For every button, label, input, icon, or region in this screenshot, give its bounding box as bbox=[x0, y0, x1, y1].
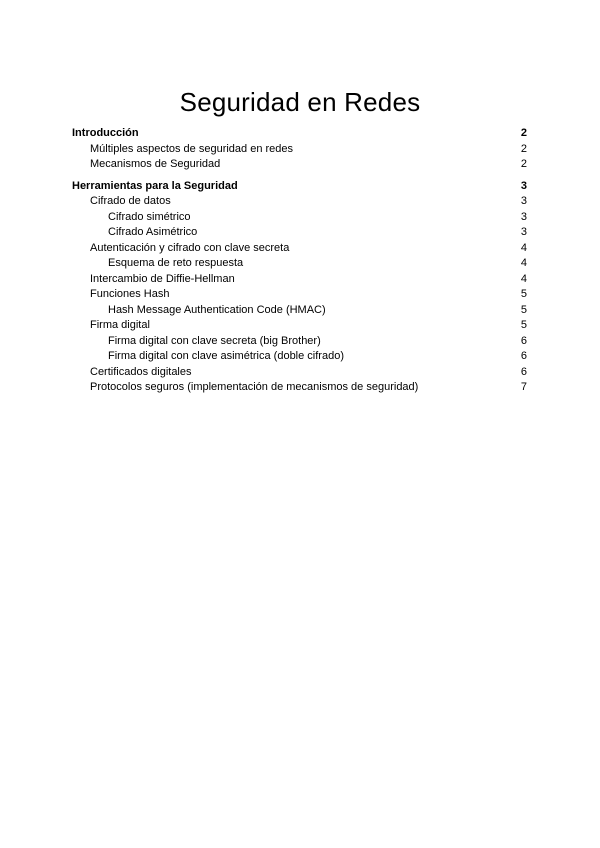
toc-entry-label: Cifrado simétrico bbox=[108, 210, 191, 223]
toc-entry-page: 2 bbox=[520, 127, 527, 139]
toc-entry-introduccion[interactable] bbox=[72, 126, 528, 142]
toc-entry-page: 3 bbox=[520, 179, 527, 192]
toc-entry-autenticacion[interactable] bbox=[72, 241, 528, 257]
toc-entry-protocolos-seguros[interactable] bbox=[72, 380, 528, 396]
toc-entry-label: Cifrado de datos bbox=[90, 195, 171, 207]
toc-entry-label: Mecanismos de Seguridad bbox=[90, 158, 221, 170]
toc-entry-label: Firma digital con clave secreta (big Brother) bbox=[108, 334, 321, 347]
toc-entry-label: Firma digital bbox=[90, 319, 150, 331]
toc-entry-diffie-hellman[interactable] bbox=[72, 272, 528, 288]
toc-entry-herramientas[interactable] bbox=[72, 179, 528, 195]
toc-entry-label: Hash Message Authentication Code (HMAC) bbox=[108, 303, 326, 316]
toc-entry-multiples-aspectos[interactable] bbox=[72, 142, 528, 158]
toc-entry-label: Autenticación y cifrado con clave secreta bbox=[90, 241, 290, 254]
toc-entry-page: 6 bbox=[520, 334, 527, 347]
toc-entry-page: 5 bbox=[520, 319, 527, 331]
toc-entry-funciones-hash[interactable] bbox=[72, 287, 528, 303]
toc-entry-label: Intercambio de Diffie-Hellman bbox=[90, 272, 235, 285]
toc-entry-page: 4 bbox=[520, 272, 527, 285]
toc-entry-label: Firma digital con clave asimétrica (doble cifrado) bbox=[108, 350, 344, 362]
toc-entry-page: 7 bbox=[520, 381, 527, 393]
toc-entry-firma-clave-asimetrica[interactable] bbox=[72, 349, 528, 365]
toc-entry-label: Funciones Hash bbox=[90, 288, 170, 300]
toc-entry-label: Introducción bbox=[72, 127, 139, 139]
toc-entry-label: Certificados digitales bbox=[90, 365, 192, 378]
toc-entry-cifrado-asimetrico[interactable] bbox=[72, 225, 528, 241]
toc-entry-esquema-reto-respuesta[interactable] bbox=[72, 256, 528, 272]
toc-entry-label: Múltiples aspectos de seguridad en redes bbox=[90, 142, 294, 155]
toc-entry-page: 3 bbox=[520, 195, 527, 207]
toc-entry-page: 4 bbox=[520, 241, 527, 254]
toc-entry-page: 4 bbox=[520, 257, 527, 269]
toc-entry-firma-digital[interactable] bbox=[72, 318, 528, 334]
toc-entry-cifrado-de-datos[interactable] bbox=[72, 194, 528, 210]
toc-entry-label: Protocolos seguros (implementación de mecanismos de seguridad) bbox=[90, 381, 419, 393]
toc-entry-label: Esquema de reto respuesta bbox=[108, 257, 244, 269]
toc-entry-certificados-digitales[interactable] bbox=[72, 365, 528, 381]
document-title: Seguridad en Redes bbox=[179, 87, 421, 118]
toc-entry-page: 5 bbox=[520, 288, 527, 300]
toc-entry-page: 3 bbox=[520, 226, 527, 238]
toc-entry-page: 6 bbox=[520, 350, 527, 362]
toc-entry-page: 3 bbox=[520, 210, 527, 223]
toc-entry-firma-clave-secreta[interactable] bbox=[72, 334, 528, 350]
toc-entry-page: 5 bbox=[520, 303, 527, 316]
toc-entry-page: 2 bbox=[520, 142, 527, 155]
toc-entry-mecanismos-de-seguridad[interactable] bbox=[72, 157, 528, 173]
toc-entry-label: Cifrado Asimétrico bbox=[108, 226, 198, 238]
toc-entry-cifrado-simetrico[interactable] bbox=[72, 210, 528, 226]
toc-entry-page: 6 bbox=[520, 365, 527, 378]
toc-entry-hmac[interactable] bbox=[72, 303, 528, 319]
toc-entry-page: 2 bbox=[520, 158, 527, 170]
table-of-contents bbox=[72, 126, 528, 396]
toc-entry-label: Herramientas para la Seguridad bbox=[72, 179, 238, 192]
